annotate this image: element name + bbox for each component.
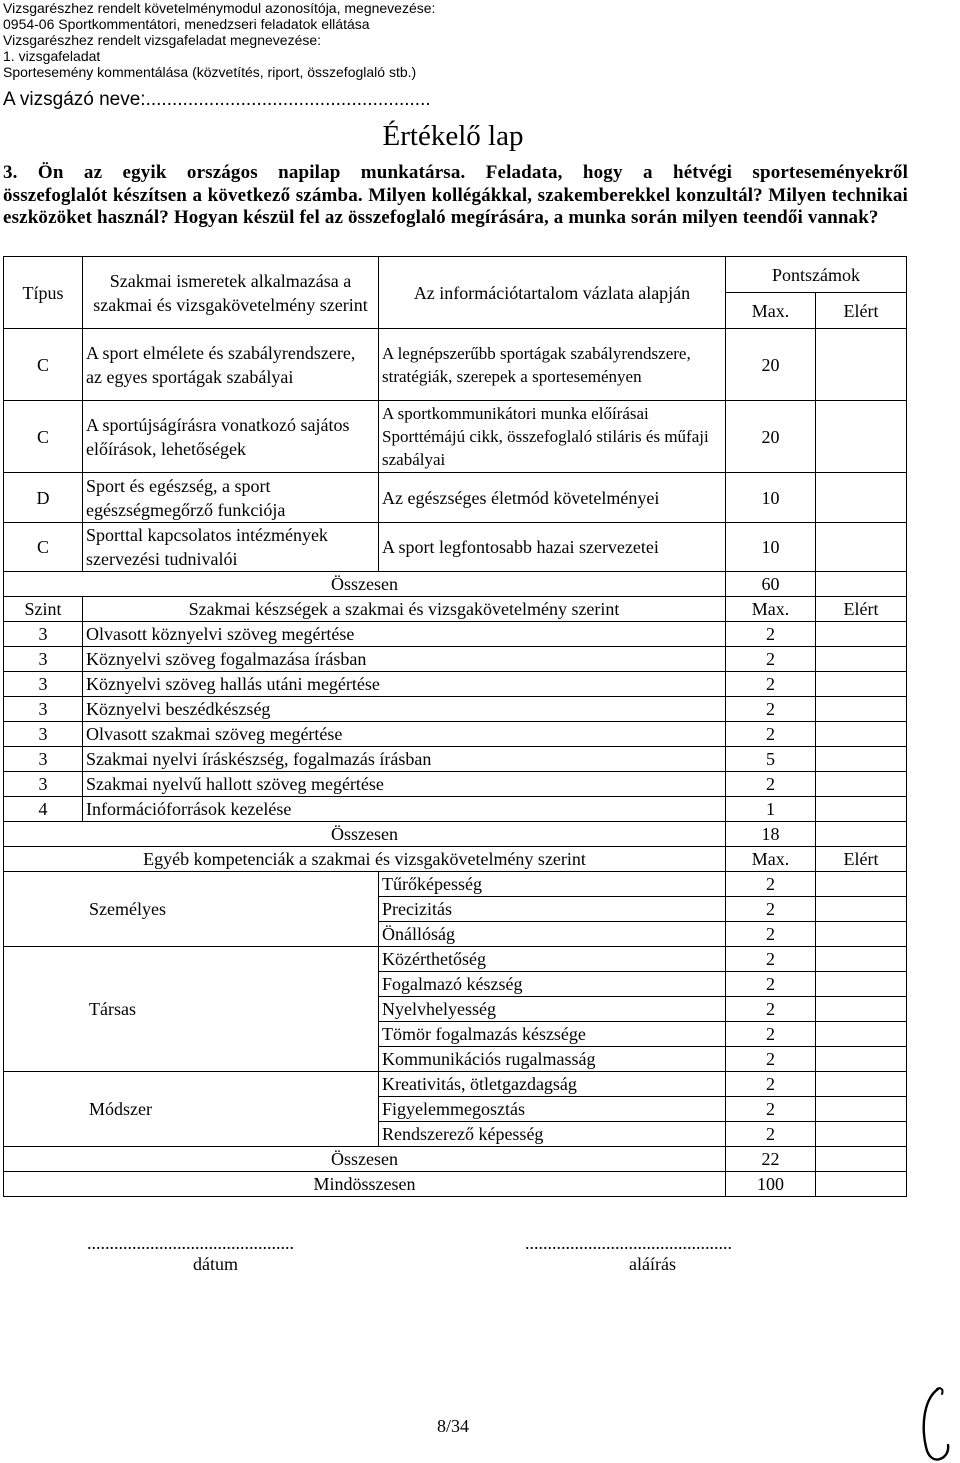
achieved-cell[interactable] <box>816 1172 907 1197</box>
achieved-cell[interactable] <box>816 1072 907 1097</box>
grand-total-label: Mindösszesen <box>4 1172 726 1197</box>
col-header-info: Az információtartalom vázlata alapján <box>379 257 726 329</box>
knowledge-cell: A sportújságírásra vonatkozó sajátos előírások, lehetőségek <box>83 401 379 473</box>
achieved-cell[interactable] <box>816 1122 907 1147</box>
task-first-line: 3. Ön az egyik országos napilap munkatársa. Feladata, hogy a hétvégi sporteseményekről <box>3 162 908 183</box>
skill-cell: Szakmai nyelvű hallott szöveg megértése <box>83 772 726 797</box>
skill-cell: Köznyelvi beszédkészség <box>83 697 726 722</box>
max-cell: 20 <box>726 401 816 473</box>
table-row <box>4 401 907 473</box>
max-cell: 2 <box>726 1122 816 1147</box>
max-cell: 2 <box>726 897 816 922</box>
achieved-cell[interactable] <box>816 897 907 922</box>
max-cell: 1 <box>726 797 816 822</box>
col-header-knowledge: Szakmai ismeretek alkalmazása a szakmai és vizsgakövetelmény szerint <box>83 257 379 329</box>
table-row <box>4 473 907 523</box>
achieved-cell[interactable] <box>816 1047 907 1072</box>
col-header-max: Max. <box>726 597 816 622</box>
knowledge-cell: Sport és egészség, a sport egészségmegőrző funkciója <box>83 473 379 523</box>
type-cell: C <box>4 329 83 401</box>
level-cell: 3 <box>4 622 83 647</box>
level-cell: 3 <box>4 747 83 772</box>
table-row <box>4 747 907 772</box>
table-row <box>4 672 907 697</box>
level-cell: 3 <box>4 672 83 697</box>
info-cell: Az egészséges életmód követelményei <box>379 473 726 523</box>
max-cell: 2 <box>726 947 816 972</box>
examinee-name-field: A vizsgázó neve:...................................................... <box>3 89 431 110</box>
level-cell: 3 <box>4 647 83 672</box>
type-cell: C <box>4 523 83 572</box>
competency-cell: Tűrőképesség <box>379 872 726 897</box>
competency-cell: Precizitás <box>379 897 726 922</box>
col-header-level: Szint <box>4 597 83 622</box>
knowledge-cell: A sport elmélete és szabályrendszere, az egyes sportágak szabályai <box>83 329 379 401</box>
col-header-achieved: Elért <box>816 293 907 329</box>
max-cell: 10 <box>726 523 816 572</box>
table-row <box>4 523 907 572</box>
achieved-cell[interactable] <box>816 647 907 672</box>
level-cell: 3 <box>4 772 83 797</box>
col-header-type: Típus <box>4 257 83 329</box>
header-line: Vizsgarészhez rendelt követelménymodul azonosítója, megnevezése: <box>3 0 436 16</box>
type-cell: C <box>4 401 83 473</box>
info-cell: A legnépszerűbb sportágak szabályrendszere, stratégiák, szerepek a sporteseményen <box>379 329 726 401</box>
max-cell: 2 <box>726 972 816 997</box>
achieved-cell[interactable] <box>816 997 907 1022</box>
subtotal-label: Összesen <box>4 1147 726 1172</box>
competency-cell: Fogalmazó készség <box>379 972 726 997</box>
info-cell: A sportkommunikátori munka előírásai Sporttémájú cikk, összefoglaló stiláris és műfaji szabályai <box>379 401 726 473</box>
handwritten-mark-icon <box>918 1385 954 1463</box>
competency-cell: Tömör fogalmazás készsége <box>379 1022 726 1047</box>
skill-cell: Köznyelvi szöveg hallás utáni megértése <box>83 672 726 697</box>
max-cell: 2 <box>726 1022 816 1047</box>
subtotal-value: 22 <box>726 1147 816 1172</box>
evaluation-table <box>3 256 907 1197</box>
date-dotted-line: .............................................. <box>87 1233 294 1253</box>
header-line: Vizsgarészhez rendelt vizsgafeladat megnevezése: <box>3 32 322 48</box>
col-header-achieved: Elért <box>816 597 907 622</box>
competency-cell: Kreativitás, ötletgazdagság <box>379 1072 726 1097</box>
skill-cell: Információforrások kezelése <box>83 797 726 822</box>
achieved-cell[interactable] <box>816 797 907 822</box>
competency-cell: Kommunikációs rugalmasság <box>379 1047 726 1072</box>
task-description <box>3 162 908 230</box>
achieved-cell[interactable] <box>816 672 907 697</box>
max-cell: 2 <box>726 622 816 647</box>
max-cell: 2 <box>726 772 816 797</box>
skill-cell: Olvasott köznyelvi szöveg megértése <box>83 622 726 647</box>
competency-cell: Közérthetőség <box>379 947 726 972</box>
col-header-achieved: Elért <box>816 847 907 872</box>
level-cell: 3 <box>4 697 83 722</box>
col-header-competencies: Egyéb kompetenciák a szakmai és vizsgakövetelmény szerint <box>4 847 726 872</box>
table-row <box>4 872 907 897</box>
max-cell: 2 <box>726 722 816 747</box>
max-cell: 2 <box>726 922 816 947</box>
achieved-cell[interactable] <box>816 329 907 401</box>
header-line: 1. vizsgafeladat <box>3 48 101 64</box>
max-cell: 2 <box>726 672 816 697</box>
max-cell: 2 <box>726 872 816 897</box>
header-line: Sportesemény kommentálása (közvetítés, riport, összefoglaló stb.) <box>3 64 417 80</box>
achieved-cell[interactable] <box>816 1097 907 1122</box>
header-line: 0954-06 Sportkommentátori, menedzseri feladatok ellátása <box>3 16 370 32</box>
achieved-cell[interactable] <box>816 947 907 972</box>
achieved-cell[interactable] <box>816 622 907 647</box>
max-cell: 2 <box>726 647 816 672</box>
max-cell: 20 <box>726 329 816 401</box>
subtotal-value: 18 <box>726 822 816 847</box>
subtotal-row <box>4 1147 907 1172</box>
max-cell: 5 <box>726 747 816 772</box>
competency-group: Társas <box>4 947 379 1072</box>
competency-cell: Nyelvhelyesség <box>379 997 726 1022</box>
grand-total-value: 100 <box>726 1172 816 1197</box>
subtotal-row <box>4 572 907 597</box>
max-cell: 2 <box>726 697 816 722</box>
task-rest: összefoglalót készítsen a következő számba. Milyen kollégákkal, szakemberekkel konzultál? Milyen technikai eszközöket használ? Hogyan készül fel az összefoglaló megírására, a munka során milyen teendői vannak? <box>3 184 908 229</box>
achieved-cell[interactable] <box>816 697 907 722</box>
table-row <box>4 622 907 647</box>
table-row <box>4 697 907 722</box>
achieved-cell[interactable] <box>816 401 907 473</box>
page-number: 8/34 <box>436 1416 469 1436</box>
skill-cell: Szakmai nyelvi íráskészség, fogalmazás írásban <box>83 747 726 772</box>
table-row <box>4 947 907 972</box>
page-title: Értékelő lap <box>382 120 524 152</box>
knowledge-cell: Sporttal kapcsolatos intézmények szervezési tudnivalói <box>83 523 379 572</box>
max-cell: 10 <box>726 473 816 523</box>
grand-total-row <box>4 1172 907 1197</box>
competency-cell: Rendszerező képesség <box>379 1122 726 1147</box>
signature-dotted-line: .............................................. <box>525 1233 732 1253</box>
table-row <box>4 647 907 672</box>
document-header <box>3 0 435 80</box>
achieved-cell[interactable] <box>816 772 907 797</box>
table-row <box>4 722 907 747</box>
info-cell: A sport legfontosabb hazai szervezetei <box>379 523 726 572</box>
col-header-max: Max. <box>726 847 816 872</box>
achieved-cell[interactable] <box>816 972 907 997</box>
competency-cell: Figyelemmegosztás <box>379 1097 726 1122</box>
subtotal-label: Összesen <box>4 572 726 597</box>
max-cell: 2 <box>726 1072 816 1097</box>
max-cell: 2 <box>726 1097 816 1122</box>
max-cell: 2 <box>726 997 816 1022</box>
col-header-max: Max. <box>726 293 816 329</box>
level-cell: 4 <box>4 797 83 822</box>
competency-cell: Önállóság <box>379 922 726 947</box>
table-row <box>4 1072 907 1097</box>
table-row <box>4 772 907 797</box>
type-cell: D <box>4 473 83 523</box>
competency-group: Személyes <box>4 872 379 947</box>
achieved-cell[interactable] <box>816 473 907 523</box>
achieved-cell[interactable] <box>816 572 907 597</box>
max-cell: 2 <box>726 1047 816 1072</box>
subtotal-value: 60 <box>726 572 816 597</box>
skill-cell: Olvasott szakmai szöveg megértése <box>83 722 726 747</box>
table-row <box>4 329 907 401</box>
achieved-cell[interactable] <box>816 523 907 572</box>
level-cell: 3 <box>4 722 83 747</box>
achieved-cell[interactable] <box>816 722 907 747</box>
skill-cell: Köznyelvi szöveg fogalmazása írásban <box>83 647 726 672</box>
subtotal-row <box>4 822 907 847</box>
achieved-cell[interactable] <box>816 747 907 772</box>
achieved-cell[interactable] <box>816 1022 907 1047</box>
achieved-cell[interactable] <box>816 1147 907 1172</box>
achieved-cell[interactable] <box>816 822 907 847</box>
col-header-points: Pontszámok <box>726 257 907 293</box>
subtotal-label: Összesen <box>4 822 726 847</box>
competency-group: Módszer <box>4 1072 379 1147</box>
table-row <box>4 797 907 822</box>
achieved-cell[interactable] <box>816 922 907 947</box>
achieved-cell[interactable] <box>816 872 907 897</box>
signature-label: aláírás <box>629 1254 676 1274</box>
col-header-skill: Szakmai készségek a szakmai és vizsgakövetelmény szerint <box>83 597 726 622</box>
date-label: dátum <box>193 1254 238 1274</box>
